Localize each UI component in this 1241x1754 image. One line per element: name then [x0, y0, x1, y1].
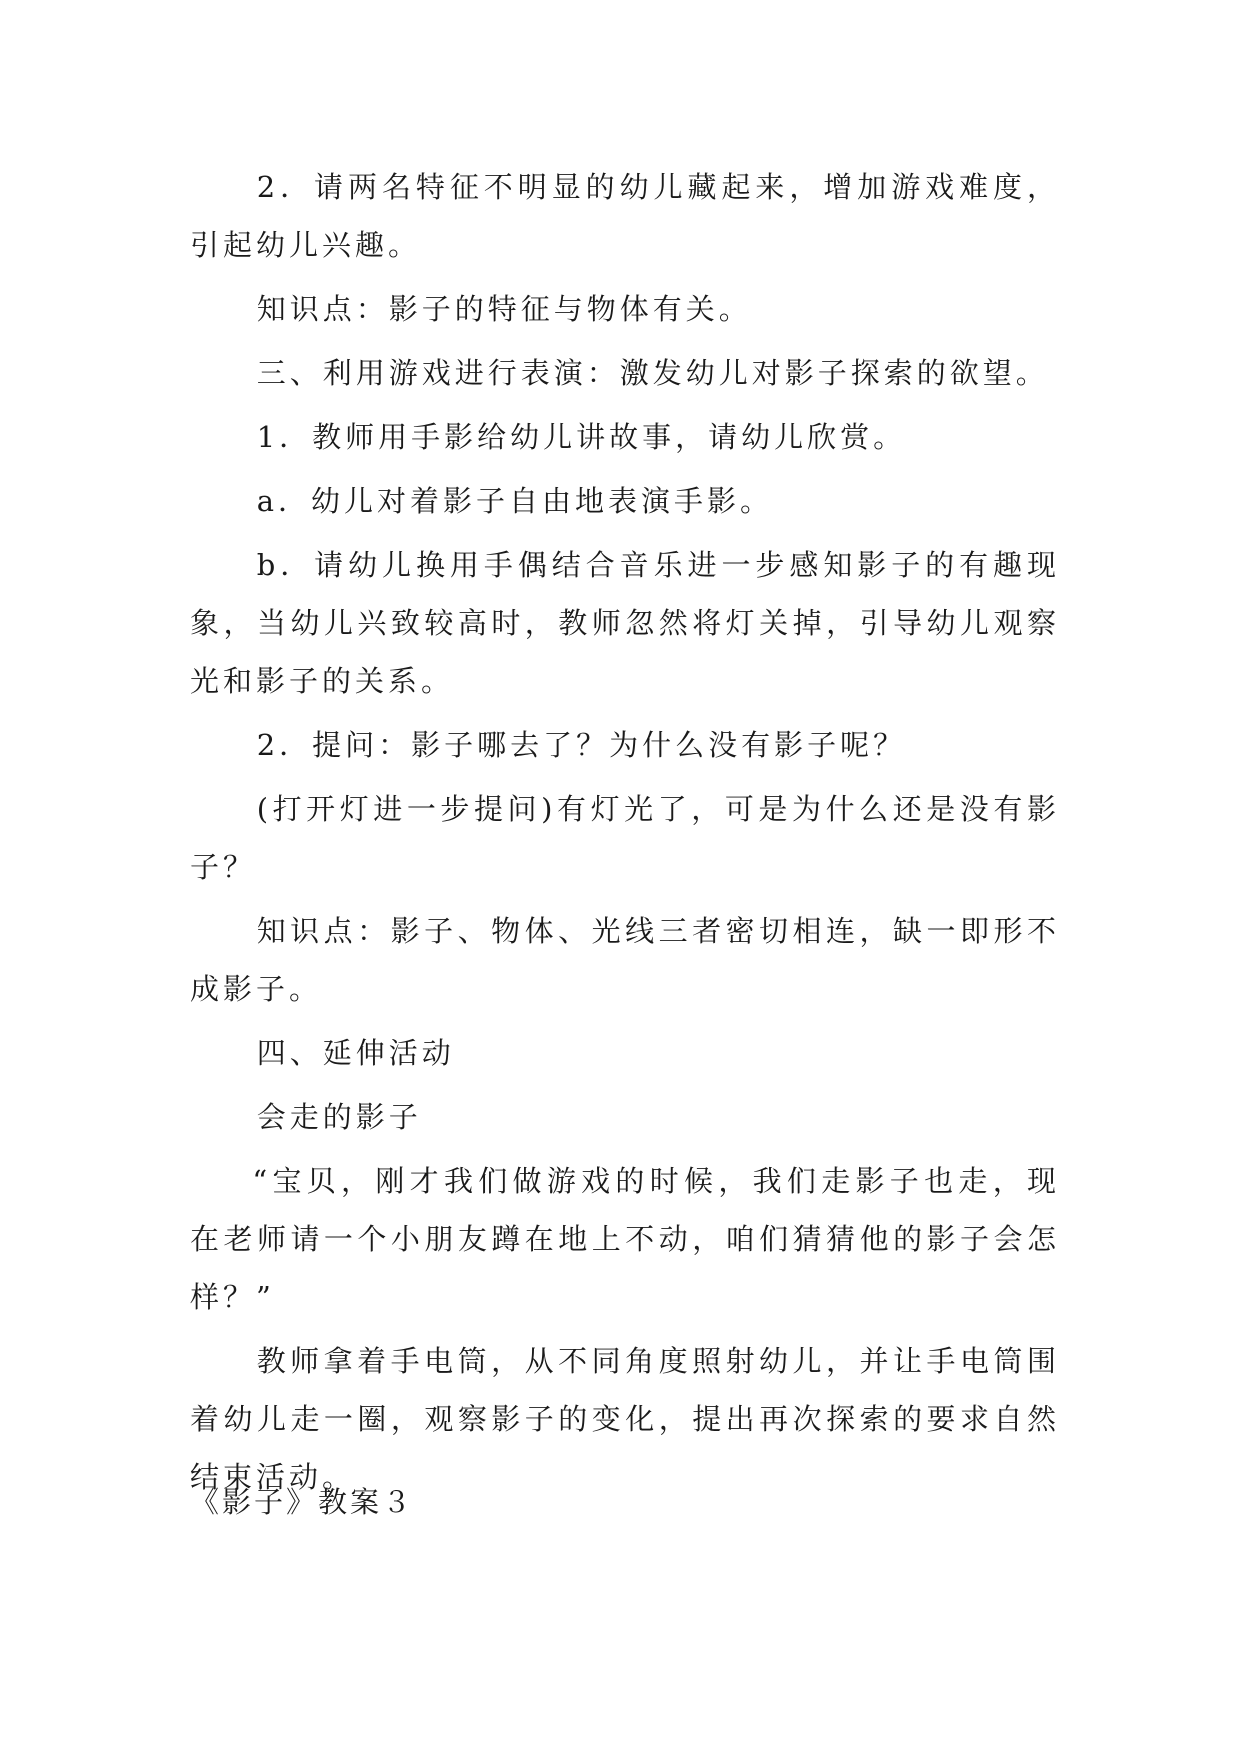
paragraph-section-4-heading: 四、延伸活动: [256, 1036, 455, 1070]
paragraph-teacher-quote: “宝贝，刚才我们做游戏的时候，我们走影子也走，现在老师请一个小朋友蹲在地上不动，咱们猜猜他的影子会怎样？”: [190, 1164, 1060, 1314]
paragraph-flashlight-activity: 教师拿着手电筒，从不同角度照射幼儿，并让手电筒围着幼儿走一圈，观察影子的变化，提出再次探索的要求自然结束活动。: [190, 1344, 1060, 1494]
paragraph-knowledge-point-1: 知识点：影子的特征与物体有关。: [256, 292, 752, 326]
paragraph-section-3-heading: 三、利用游戏进行表演：激发幼儿对影子探索的欲望。: [256, 356, 1049, 390]
paragraph-step-b: b．请幼儿换用手偶结合音乐进一步感知影子的有趣现象，当幼儿兴致较高时，教师忽然将灯关掉，引导幼儿观察光和影子的关系。: [190, 548, 1060, 698]
paragraph-knowledge-point-2: 知识点：影子、物体、光线三者密切相连，缺一即形不成影子。: [190, 914, 1060, 1006]
paragraph-step-1-story: 1．教师用手影给幼儿讲故事，请幼儿欣赏。: [256, 420, 907, 454]
paragraph-step-a: a．幼儿对着影子自由地表演手影。: [256, 484, 773, 518]
lesson-plan-title: 《影子》教案３: [190, 1485, 415, 1519]
paragraph-lights-on-question: (打开灯进一步提问)有灯光了，可是为什么还是没有影子？: [190, 792, 1060, 884]
paragraph-step-2-question: 2．提问：影子哪去了？为什么没有影子呢？: [256, 728, 907, 762]
paragraph-step-2-hide: 2．请两名特征不明显的幼儿藏起来，增加游戏难度，引起幼儿兴趣。: [190, 170, 1060, 262]
paragraph-walking-shadow-title: 会走的影子: [256, 1100, 422, 1134]
document-body: [190, 158, 1060, 1506]
